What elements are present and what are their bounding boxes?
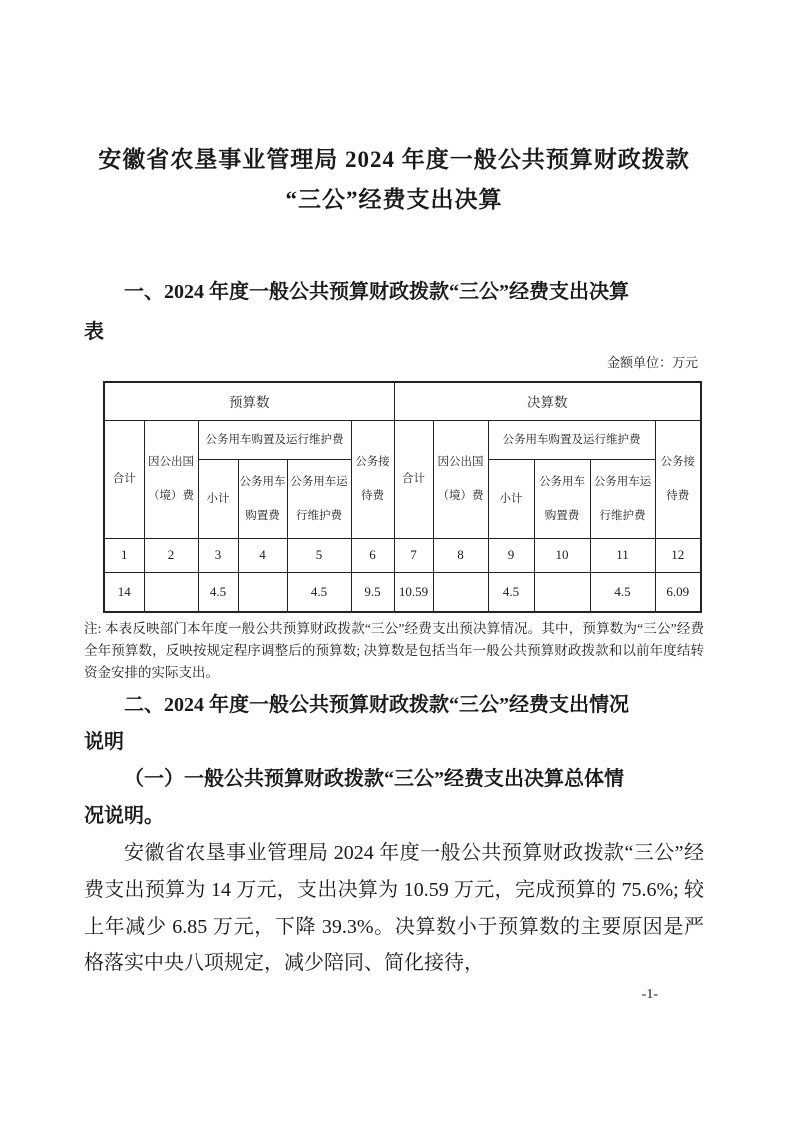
header-budget-purchase: 公务用车购置费 — [238, 459, 287, 538]
section2-paragraph: 安徽省农垦事业管理局 2024 年度一般公共预算财政拨款“三公”经费支出预算为 14 万元，支出决算为 10.59 万元，完成预算的 75.6%; 较上年减少 6.85 万元，下降 39.3%。决算数小于预算数的主要原因是严格落实中央八项规定，减少陪同、简化接待， — [84, 842, 704, 975]
header-budget-vehicle-group: 公务用车购置及运行维护费 — [198, 420, 351, 459]
column-number: 5 — [287, 538, 351, 572]
header-budget-total: 合计 — [104, 420, 144, 538]
section2-sub1-heading — [84, 761, 704, 835]
value-final-total: 10.59 — [394, 572, 433, 612]
header-budget-subtotal: 小计 — [198, 459, 238, 538]
header-final-purchase: 公务用车购置费 — [534, 459, 590, 538]
document-title — [84, 140, 704, 220]
header-final-subtotal: 小计 — [488, 459, 534, 538]
table-group-row — [104, 382, 701, 420]
three-public-expense-table — [103, 381, 702, 613]
header-final-total: 合计 — [394, 420, 433, 538]
value-final-purchase — [534, 572, 590, 612]
group-header-budget: 预算数 — [104, 382, 394, 420]
column-number: 1 — [104, 538, 144, 572]
header-budget-abroad: 因公出国（境）费 — [144, 420, 198, 538]
header-final-reception: 公务接待费 — [655, 420, 701, 538]
table-note: 注: 本表反映部门本年度一般公共预算财政拨款“三公”经费支出预决算情况。其中，预算数为“三公”经费全年预算数，反映按规定程序调整后的预算数; 决算数是包括当年一般公共预算财政拨款和以前年度结转资金安排的实际支出。 — [84, 621, 704, 680]
page-number: -1- — [641, 987, 658, 1003]
column-number: 12 — [655, 538, 701, 572]
table-header-row-1 — [104, 420, 701, 459]
header-final-abroad: 因公出国（境）费 — [433, 420, 488, 538]
table-unit-label: 金额单位：万元 — [606, 355, 698, 370]
header-budget-operation: 公务用车运行维护费 — [287, 459, 351, 538]
header-final-vehicle-group: 公务用车购置及运行维护费 — [488, 420, 655, 459]
value-final-subtotal: 4.5 — [488, 572, 534, 612]
value-final-abroad — [433, 572, 488, 612]
group-header-final: 决算数 — [394, 382, 701, 420]
column-number: 8 — [433, 538, 488, 572]
column-number: 3 — [198, 538, 238, 572]
document-content — [84, 0, 704, 1005]
section1-heading-line2: 表 — [84, 321, 104, 343]
header-budget-reception: 公务接待费 — [351, 420, 394, 538]
column-number: 9 — [488, 538, 534, 572]
section2-heading — [84, 687, 704, 761]
column-number: 4 — [238, 538, 287, 572]
value-budget-subtotal: 4.5 — [198, 572, 238, 612]
value-budget-purchase — [238, 572, 287, 612]
column-number: 2 — [144, 538, 198, 572]
table-column-number-row — [104, 538, 701, 572]
table-value-row — [104, 572, 701, 612]
section2-sub1-line1: （一）一般公共预算财政拨款“三公”经费支出决算总体情 — [124, 768, 624, 790]
value-budget-abroad — [144, 572, 198, 612]
header-final-operation: 公务用车运行维护费 — [590, 459, 655, 538]
section1-heading-line1: 一、2024 年度一般公共预算财政拨款“三公”经费支出决算 — [124, 281, 629, 303]
document-title-line2: “三公”经费支出决算 — [285, 187, 503, 212]
value-budget-operation: 4.5 — [287, 572, 351, 612]
column-number: 11 — [590, 538, 655, 572]
section2-sub1-line2: 况说明。 — [84, 805, 164, 827]
section1-heading — [84, 272, 704, 352]
column-number: 6 — [351, 538, 394, 572]
column-number: 7 — [394, 538, 433, 572]
value-final-reception: 6.09 — [655, 572, 701, 612]
section2-heading-line2: 说明 — [84, 731, 124, 753]
document-title-line1: 安徽省农垦事业管理局 2024 年度一般公共预算财政拨款 — [98, 147, 690, 172]
value-budget-total: 14 — [104, 572, 144, 612]
section2-heading-line1: 二、2024 年度一般公共预算财政拨款“三公”经费支出情况 — [124, 694, 629, 716]
value-budget-reception: 9.5 — [351, 572, 394, 612]
value-final-operation: 4.5 — [590, 572, 655, 612]
column-number: 10 — [534, 538, 590, 572]
